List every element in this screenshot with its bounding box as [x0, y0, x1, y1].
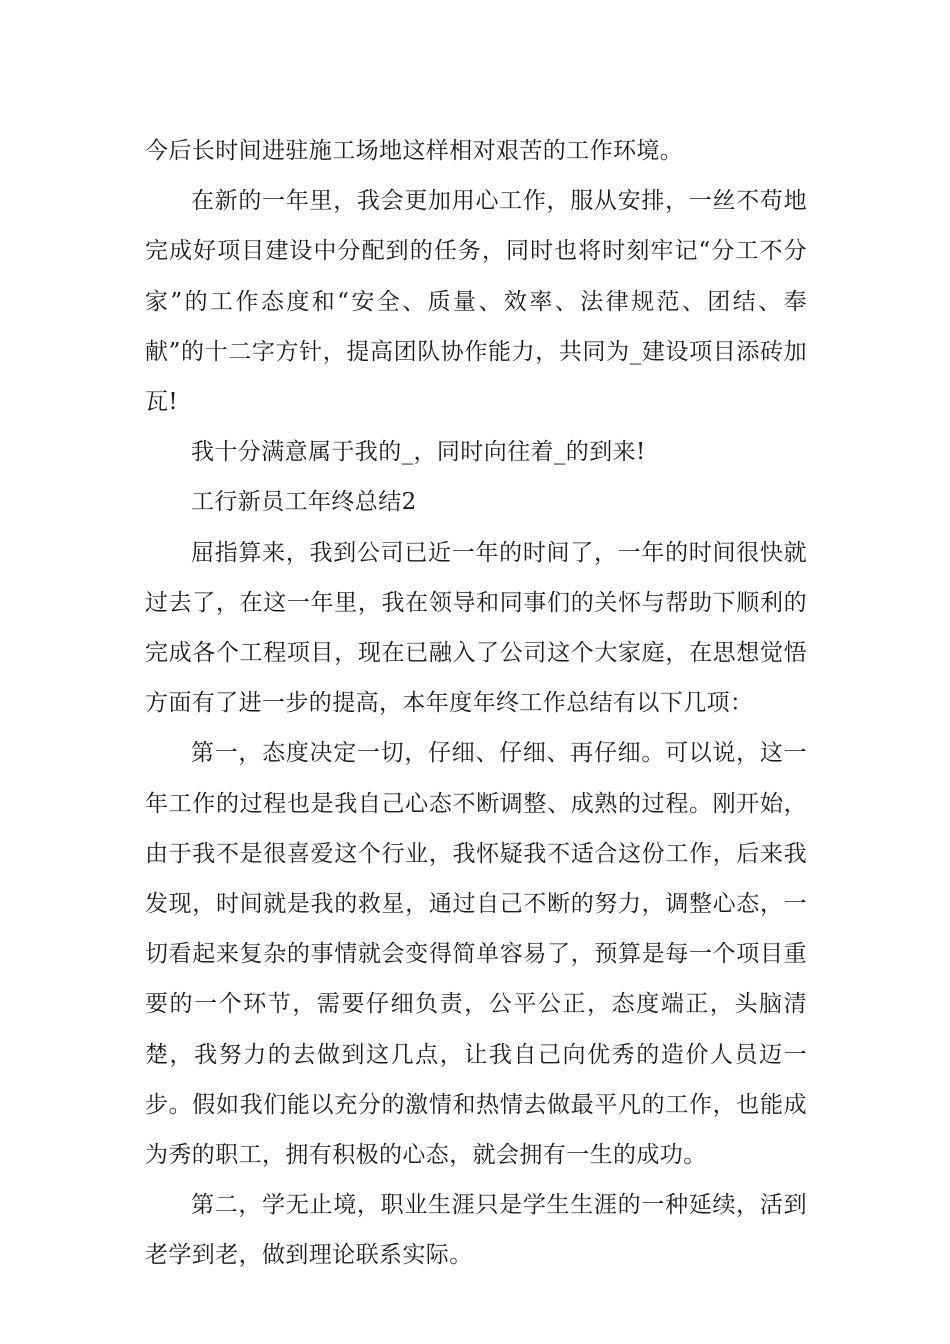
section-heading: 工行新员工年终总结2	[191, 489, 417, 516]
paragraph-satisfaction: 我十分满意属于我的_，同时向往着_的到来!	[191, 439, 646, 466]
paragraph-point-one: 第一，态度决定一切，仔细、仔细、再仔细。可以说，这一年工作的过程也是我自己心态不断调整、成熟的过程。刚开始，由于我不是很喜爱这个行业，我怀疑我不适合这份工作，后来我发现，时间就是我的救星，通过自己不断的努力，调整心态，一切看起来复杂的事情就会变得简单容易了，预算是每一个项目重要的一个环节，需要仔细负责，公平公正，态度端正，头脑清楚，我努力的去做到这几点，让我自己向优秀的造价人员迈一步。假如我们能以充分的激情和热情去做最平凡的工作，也能成为秀的职工，拥有积极的心态，就会拥有一生的成功。	[145, 740, 807, 1169]
paragraph-point-two: 第二，学无止境，职业生涯只是学生生涯的一种延续，活到老学到老，做到理论联系实际。	[145, 1192, 807, 1269]
paragraph-new-year-plan: 在新的一年里，我会更加用心工作，服从安排，一丝不苟地完成好项目建设中分配到的任务，同时也将时刻牢记“分工不分家”的工作态度和“安全、质量、效率、法律规范、团结、奉献”的十二字方针，提高团队协作能力，共同为_建设项目添砖加瓦!	[145, 188, 807, 416]
paragraph-intro: 屈指算来，我到公司已近一年的时间了，一年的时间很快就过去了，在这一年里，我在领导和同事们的关怀与帮助下顺利的完成各个工程项目，现在已融入了公司这个大家庭，在思想觉悟方面有了进一步的提高，本年度年终工作总结有以下几项：	[145, 539, 807, 717]
paragraph-continuation: 今后长时间进驻施工场地这样相对艰苦的工作环境。	[145, 138, 684, 164]
document-body	[145, 126, 807, 1281]
